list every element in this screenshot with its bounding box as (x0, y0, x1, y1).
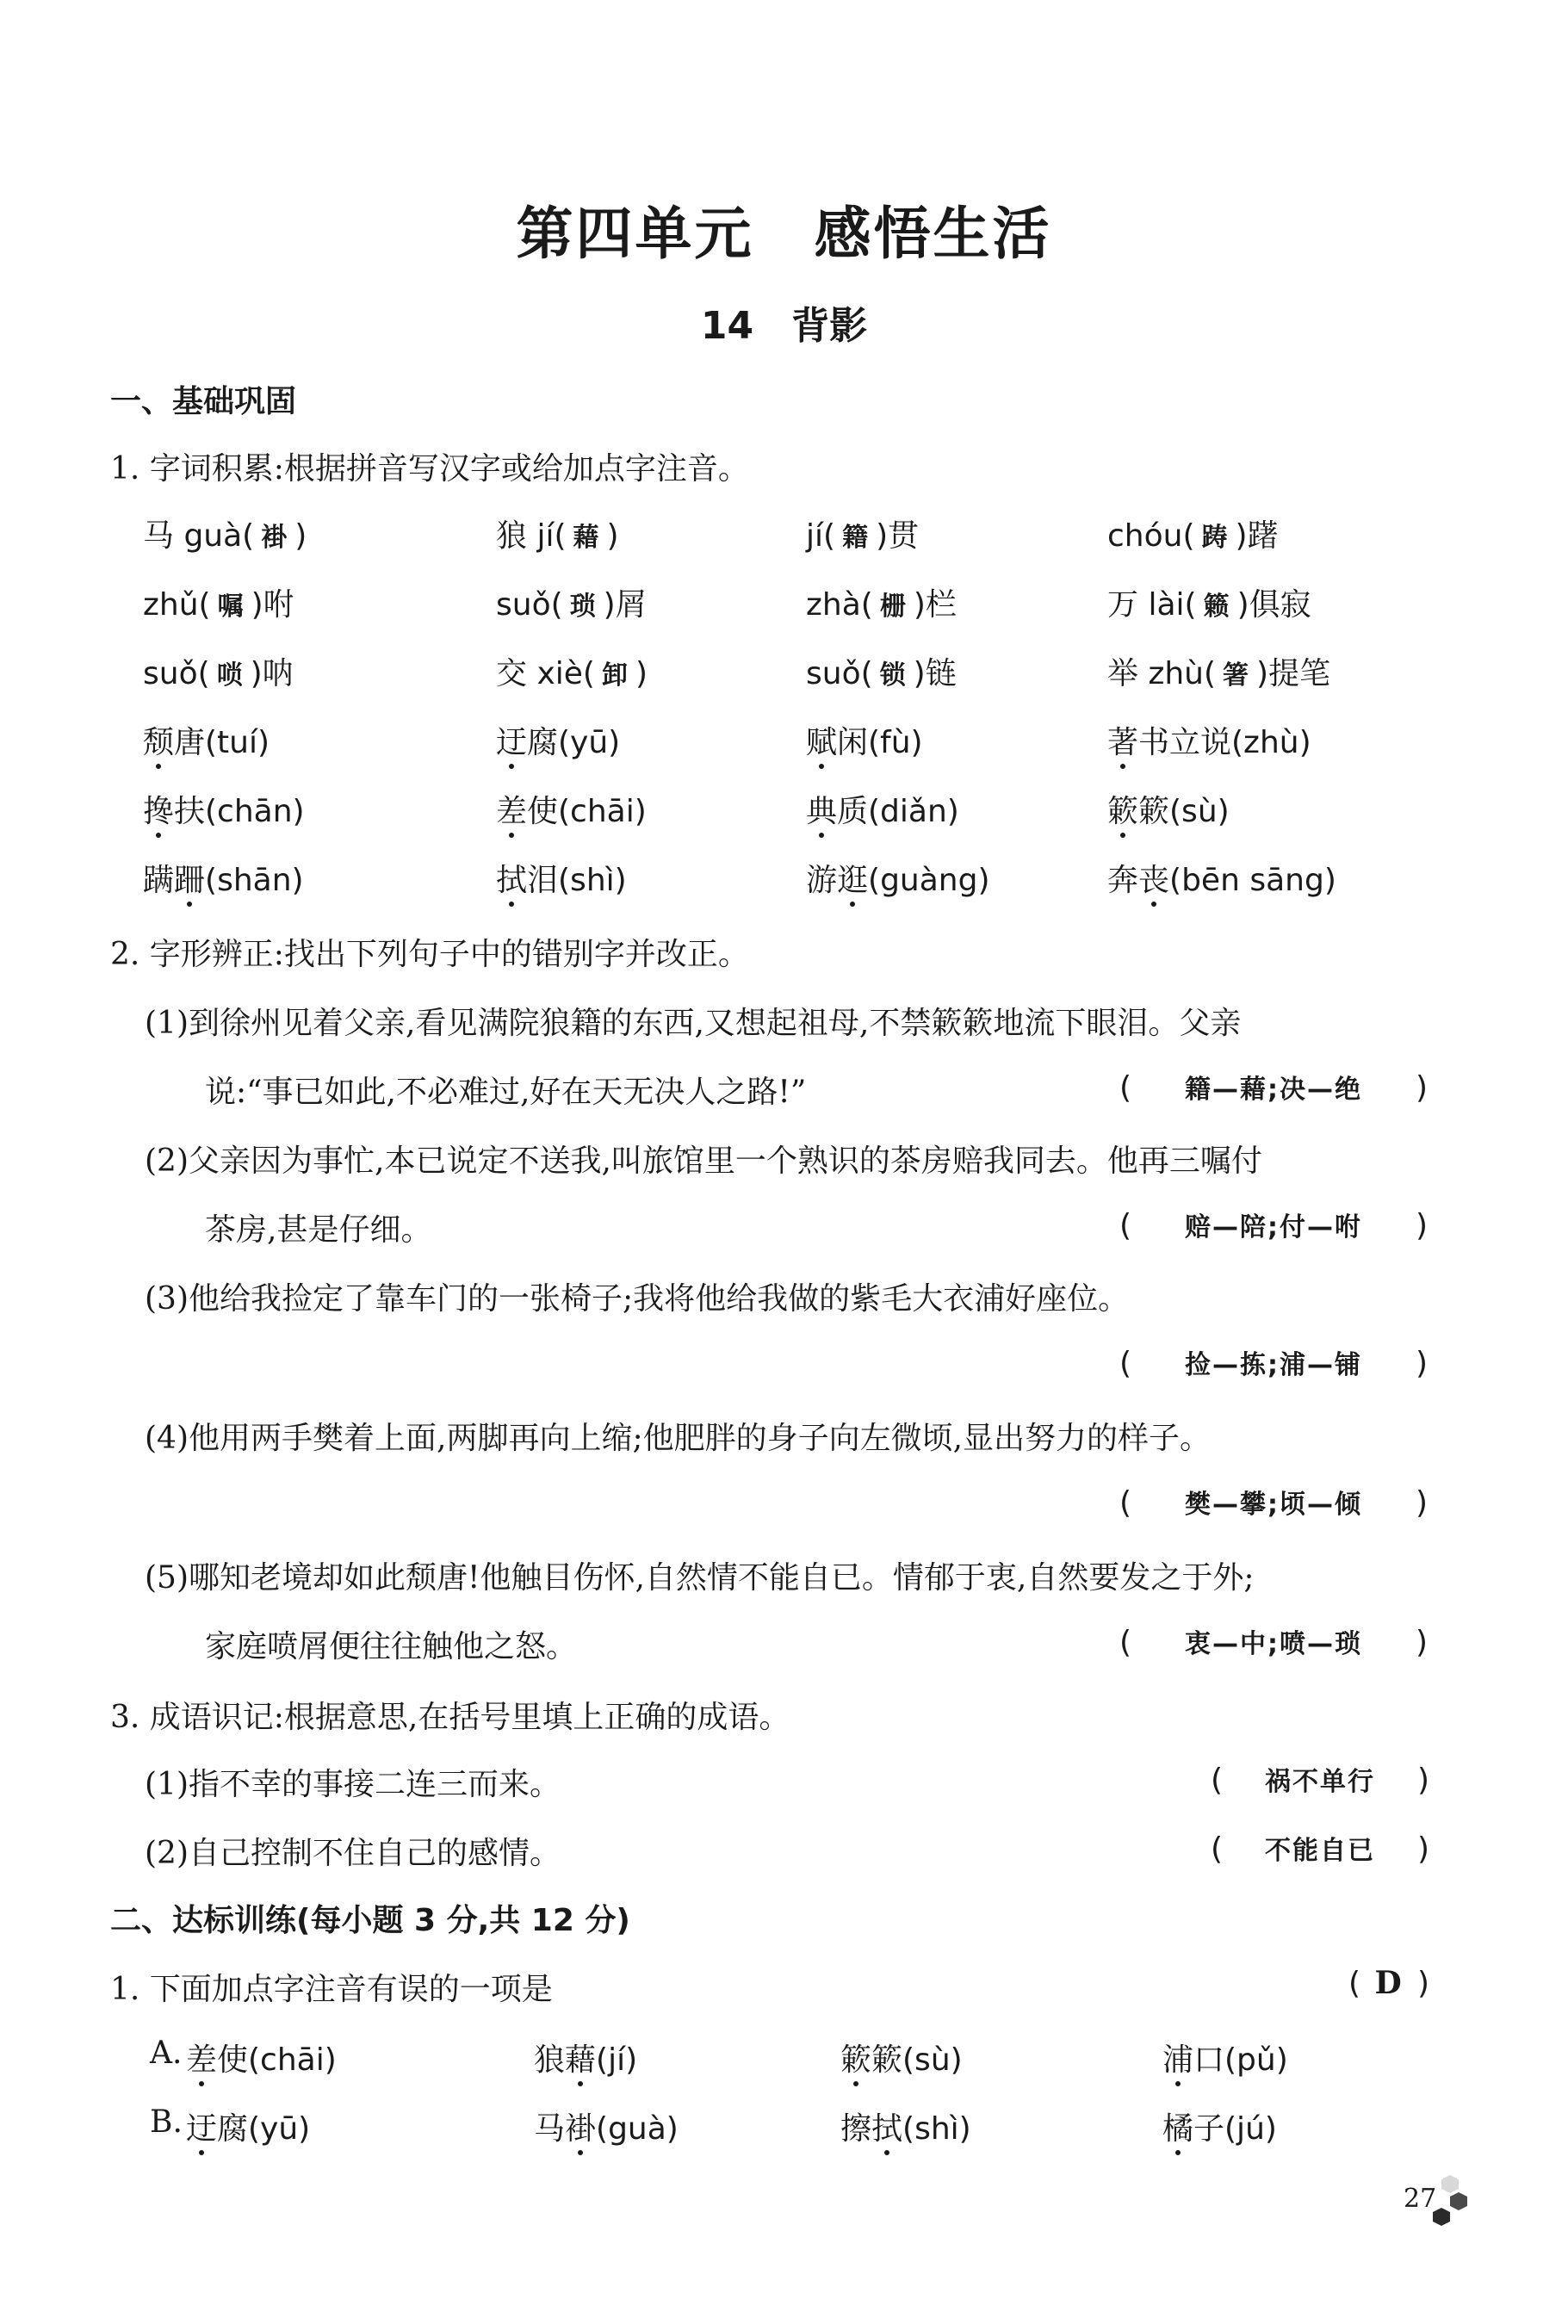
dotted-character: 丧 (1138, 863, 1170, 898)
option-rest: (jí) (596, 2042, 638, 2078)
typo-item-5-answer: ( 衷—中;喷—琐 ) (1119, 1625, 1429, 1660)
vocab-suffix: ) (635, 656, 648, 691)
vocab-prefix: 马 guà( (143, 518, 255, 554)
vocab-prefix: 蹒 (143, 863, 175, 898)
vocab-prefix: jí( (806, 518, 836, 554)
typo-item-3-answer: ( 捡—拣;浦—铺 ) (1119, 1346, 1429, 1381)
vocab-prefix: zhǔ( (143, 587, 211, 623)
vocab-answer: 籁 (1203, 592, 1230, 622)
option-rest: 使(chāi) (217, 2042, 337, 2078)
dotted-character: 迂 (186, 2111, 218, 2147)
vocab-prefix: 狼 jí( (496, 518, 567, 554)
vocab-rest: 闲(fù) (837, 725, 923, 760)
option-prefix: 马 (534, 2111, 566, 2147)
typo-item-1-answer: ( 籍—藉;决—绝 ) (1119, 1070, 1429, 1106)
vocab-cell (1107, 787, 1230, 831)
idiom-item-2-text: (2)自己控制不住自己的感情。 (145, 1836, 561, 1871)
option-item (1162, 2036, 1288, 2079)
vocab-rest: 簌(sù) (1138, 794, 1230, 829)
vocab-cell (806, 856, 990, 900)
typo-item-3-line-1: (3)他给我捡定了靠车门的一张椅子;我将他给我做的紫毛大衣浦好座位。 (145, 1281, 1130, 1317)
vocab-rest: 扶(chān) (174, 794, 305, 829)
vocab-cell (1107, 649, 1330, 693)
question-1-2-prompt: 2. 字形辨正:找出下列句子中的错别字并改正。 (110, 937, 749, 972)
vocab-suffix: )呐 (250, 656, 294, 691)
vocab-cell (806, 787, 959, 831)
unit-title-part-b: 感悟生活 (814, 200, 1052, 267)
vocab-cell (806, 718, 923, 762)
vocab-cell (806, 580, 957, 624)
dotted-character: 拭 (496, 863, 528, 898)
option-label: B. (150, 2104, 183, 2140)
vocab-suffix: )躇 (1235, 518, 1279, 554)
vocab-cell (806, 649, 957, 693)
vocab-suffix: ) (606, 518, 619, 554)
option-item (840, 2104, 971, 2148)
vocab-rest: 使(chāi) (527, 794, 647, 829)
dotted-character: 迂 (496, 725, 528, 760)
vocab-prefix: 万 lài( (1107, 587, 1197, 623)
lesson-title (0, 294, 1568, 350)
vocab-suffix: )俱寂 (1236, 587, 1311, 623)
dotted-character: 浦 (1162, 2042, 1194, 2078)
dotted-character: 典 (806, 794, 838, 829)
vocab-answer: 锁 (879, 660, 907, 691)
option-item (534, 2104, 679, 2148)
option-rest: 子(jú) (1193, 2111, 1277, 2147)
vocab-suffix: )咐 (251, 587, 294, 623)
vocab-answer: 栅 (879, 592, 907, 622)
dotted-character: 褂 (565, 2111, 597, 2147)
option-prefix: 擦 (840, 2111, 872, 2147)
dotted-character: 差 (186, 2042, 218, 2078)
page-number: 27 (1404, 2184, 1437, 2214)
vocab-row (143, 787, 1486, 830)
vocab-cell (143, 787, 305, 831)
vocab-suffix: )屑 (603, 587, 647, 623)
idiom-item-1-text: (1)指不幸的事接二连三而来。 (145, 1767, 561, 1802)
vocab-cell (143, 856, 304, 900)
vocab-answer: 唢 (216, 660, 244, 691)
vocab-prefix: chóu( (1107, 518, 1195, 554)
option-item (186, 2104, 310, 2148)
vocab-answer: 藉 (573, 523, 600, 553)
vocab-answer: 籍 (842, 523, 870, 553)
vocab-cell (1107, 511, 1279, 555)
option-rest: 簌(sù) (871, 2042, 963, 2078)
typo-item-1-line-1: (1)到徐州见着父亲,看见满院狼籍的东西,又想起祖母,不禁簌簌地流下眼泪。父亲 (145, 1006, 1242, 1041)
vocab-row (143, 511, 1486, 555)
vocab-cell (496, 649, 648, 693)
option-rest: 腐(yū) (217, 2111, 311, 2147)
typo-item-4-answer: ( 樊—攀;顷—倾 ) (1119, 1485, 1429, 1521)
vocab-rest: (shān) (205, 863, 304, 898)
lesson-number: 14 (700, 304, 754, 348)
vocab-cell (1107, 580, 1311, 624)
vocab-suffix: ) (294, 518, 307, 554)
dotted-character: 簌 (1107, 794, 1139, 829)
dotted-character: 差 (496, 794, 528, 829)
question-2-1-answer: ( D ) (1348, 1965, 1430, 2001)
option-item (1162, 2104, 1277, 2148)
vocab-rest: 泪(shì) (527, 863, 627, 898)
vocab-answer: 嘱 (217, 592, 245, 622)
typo-item-2-line-2: 茶房,甚是仔细。 (205, 1212, 432, 1248)
vocab-prefix: 奔 (1107, 863, 1139, 898)
dotted-character: 跚 (174, 863, 206, 898)
idiom-item-2-answer: ( 不能自已 ) (1211, 1831, 1430, 1867)
vocab-cell (143, 580, 294, 624)
idiom-item-1-answer: ( 祸不单行 ) (1211, 1763, 1430, 1798)
unit-title-part-a: 第四单元 (516, 200, 754, 267)
vocab-prefix: suǒ( (496, 587, 563, 623)
unit-title (0, 188, 1568, 270)
vocab-suffix: )链 (913, 656, 957, 691)
vocab-suffix: )栏 (913, 587, 957, 623)
vocab-prefix: 交 xiè( (496, 656, 595, 691)
vocab-answer: 箸 (1223, 660, 1250, 691)
vocab-cell (496, 856, 627, 900)
vocab-row (143, 856, 1486, 899)
vocab-cell (496, 580, 647, 624)
vocab-cell (143, 718, 270, 762)
dotted-character: 拭 (871, 2111, 903, 2147)
vocab-rest: 腐(yū) (527, 725, 621, 760)
dotted-character: 藉 (565, 2042, 597, 2078)
vocab-row (143, 649, 1486, 692)
vocab-cell (143, 511, 307, 555)
dotted-character: 搀 (143, 794, 175, 829)
vocab-row (143, 580, 1486, 623)
option-item (840, 2036, 963, 2079)
dotted-character: 赋 (806, 725, 838, 760)
vocab-cell (1107, 856, 1336, 900)
option-rest: 口(pǔ) (1193, 2042, 1288, 2078)
vocab-cell (806, 511, 919, 555)
vocab-prefix: zhà( (806, 587, 873, 623)
question-1-1-prompt: 1. 字词积累:根据拼音写汉字或给加点字注音。 (110, 451, 749, 486)
dotted-character: 簌 (840, 2042, 872, 2078)
vocab-prefix: suǒ( (806, 656, 873, 691)
vocab-prefix: 游 (806, 863, 838, 898)
vocab-cell (143, 649, 294, 693)
hexagon-decoration-icon (1417, 2173, 1469, 2234)
option-rest: (guà) (596, 2111, 679, 2147)
vocab-suffix: )贯 (876, 518, 920, 554)
vocab-rest: 质(diǎn) (837, 794, 959, 829)
vocab-prefix: 举 zhù( (1107, 656, 1217, 691)
vocab-answer: 踌 (1201, 523, 1229, 553)
section-2-heading: 二、达标训练(每小题 3 分,共 12 分) (110, 1903, 630, 1938)
question-2-1-prompt: 1. 下面加点字注音有误的一项是 (110, 1972, 553, 2007)
option-item (186, 2036, 337, 2079)
lesson-name: 背影 (791, 304, 868, 348)
vocab-suffix: )提笔 (1256, 656, 1331, 691)
typo-item-5-line-1: (5)哪知老境却如此颓唐!他触目伤怀,自然情不能自已。情郁于衷,自然要发之于外; (145, 1560, 1255, 1596)
option-prefix: 狼 (534, 2042, 566, 2078)
option-item (534, 2036, 637, 2079)
vocab-answer: 卸 (601, 660, 629, 691)
dotted-character: 逛 (837, 863, 869, 898)
typo-item-5-line-2: 家庭喷屑便往往触他之怒。 (205, 1629, 578, 1664)
dotted-character: 橘 (1162, 2111, 1194, 2147)
vocab-rest: (guàng) (868, 863, 990, 898)
typo-item-4-line-1: (4)他用两手樊着上面,两脚再向上缩;他肥胖的身子向左微顷,显出努力的样子。 (145, 1421, 1212, 1456)
vocab-answer: 琐 (569, 592, 597, 622)
vocab-cell (496, 718, 620, 762)
vocab-cell (496, 787, 647, 831)
dotted-character: 著 (1107, 725, 1139, 760)
vocab-cell (496, 511, 619, 555)
vocab-prefix: suǒ( (143, 656, 210, 691)
section-1-heading: 一、基础巩固 (110, 384, 297, 419)
question-1-3-prompt: 3. 成语识记:根据意思,在括号里填上正确的成语。 (110, 1700, 790, 1735)
option-label: A. (150, 2036, 183, 2071)
vocab-cell (1107, 718, 1311, 762)
typo-item-1-line-2: 说:“事已如此,不必难过,好在天无决人之路!” (205, 1075, 807, 1110)
vocab-answer: 褂 (261, 523, 288, 553)
typo-item-2-answer: ( 赔—陪;付—咐 ) (1119, 1208, 1429, 1243)
vocab-rest: (bēn sāng) (1169, 863, 1336, 898)
vocab-row (143, 718, 1486, 761)
dotted-character: 颓 (143, 725, 175, 760)
vocab-rest: 唐(tuí) (174, 725, 270, 760)
typo-item-2-line-1: (2)父亲因为事忙,本已说定不送我,叫旅馆里一个熟识的茶房赔我同去。他再三嘱付 (145, 1143, 1262, 1179)
vocab-rest: 书立说(zhù) (1138, 725, 1311, 760)
option-rest: (shì) (902, 2111, 971, 2147)
